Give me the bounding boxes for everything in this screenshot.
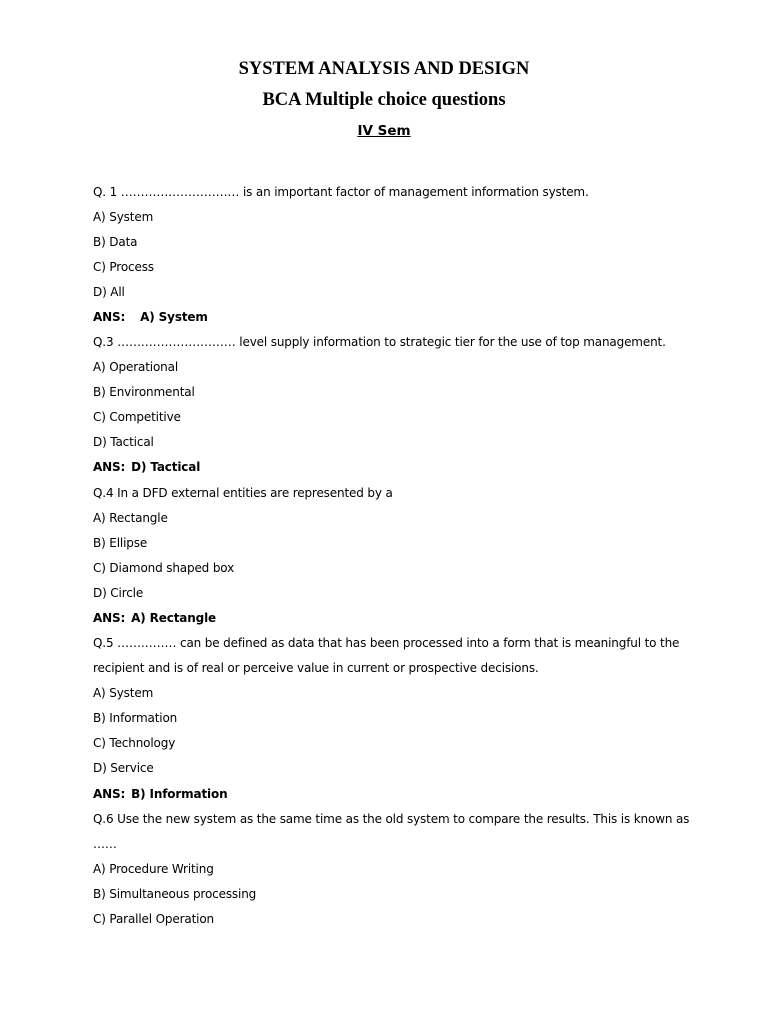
option-item: B) Environmental xyxy=(93,385,195,399)
question-text: Q. 1 ………………………… is an important factor of management information system. xyxy=(93,185,589,199)
option-item: C) Competitive xyxy=(93,410,181,424)
option-item: D) Service xyxy=(93,761,154,775)
question-text: Q.6 Use the new system as the same time as the old system to compare the results. This is known as xyxy=(93,812,690,826)
option-item: C) Parallel Operation xyxy=(93,912,214,926)
option-item: C) Technology xyxy=(93,736,176,750)
option-item: B) Data xyxy=(93,235,138,249)
option-item: C) Process xyxy=(93,260,154,274)
option-item: D) All xyxy=(93,285,125,299)
answer-label: ANS: xyxy=(93,310,126,324)
answer-label: ANS: xyxy=(93,787,126,801)
option-item: D) Tactical xyxy=(93,435,154,449)
question-text: Q.3 ………………………… level supply information to strategic tier for the use of top management. xyxy=(93,335,666,349)
document-title: SYSTEM ANALYSIS AND DESIGN xyxy=(238,59,530,79)
answer-line xyxy=(93,459,200,475)
option-item: B) Ellipse xyxy=(93,536,148,550)
answer-line xyxy=(93,610,216,626)
option-item: B) Simultaneous processing xyxy=(93,887,257,901)
question-text: Q.4 In a DFD external entities are represented by a xyxy=(93,486,393,500)
option-item: D) Circle xyxy=(93,586,144,600)
answer-value: A) Rectangle xyxy=(131,611,217,625)
question-text-continued: …… xyxy=(93,837,117,851)
answer-line xyxy=(93,309,208,325)
answer-line xyxy=(93,786,228,802)
option-item: A) Operational xyxy=(93,360,179,374)
question-text: Q.5 …………… can be defined as data that has been processed into a form that is meaningful to the xyxy=(93,636,680,650)
answer-label: ANS: xyxy=(93,460,126,474)
answer-label: ANS: xyxy=(93,611,126,625)
option-item: A) Procedure Writing xyxy=(93,862,214,876)
question-text-continued: recipient and is of real or perceive value in current or prospective decisions. xyxy=(93,661,539,675)
answer-value: A) System xyxy=(140,310,208,324)
option-item: B) Information xyxy=(93,711,178,725)
answer-value: D) Tactical xyxy=(131,460,201,474)
option-item: A) System xyxy=(93,210,154,224)
semester-heading: IV Sem xyxy=(357,123,411,139)
option-item: A) Rectangle xyxy=(93,511,168,525)
document-subtitle: BCA Multiple choice questions xyxy=(262,90,506,110)
option-item: A) System xyxy=(93,686,154,700)
option-item: C) Diamond shaped box xyxy=(93,561,235,575)
answer-value: B) Information xyxy=(131,787,228,801)
